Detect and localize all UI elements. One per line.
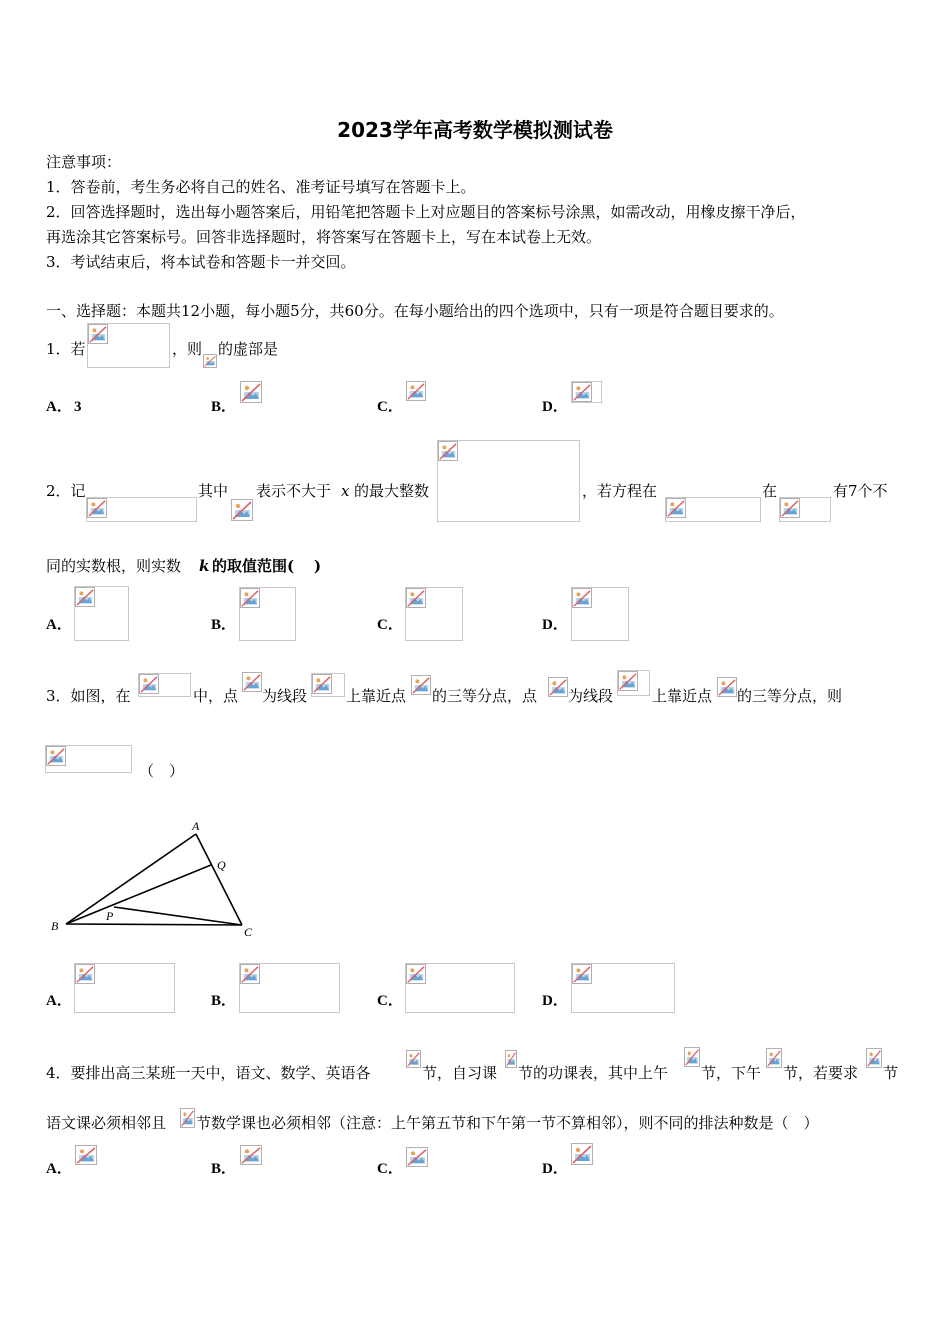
triangle-diagram [44,812,264,942]
formula-image [239,963,340,1013]
broken-image-icon [411,675,431,695]
option-d-label: D． [542,1161,568,1177]
option-b-label: B． [211,993,237,1009]
broken-image-icon [180,1108,195,1128]
q2-text: 同的实数根，则实数 [46,557,182,575]
q3-text: 为线段 [568,687,614,705]
formula-image [571,587,629,641]
option-a-label: A． [46,399,72,415]
q4-text: 节，下午 [701,1064,762,1082]
option-a-label: A． [46,993,72,1009]
broken-image-icon [717,677,737,697]
label-q: Q [217,858,226,872]
q2-var-k: k [199,557,210,575]
broken-image-icon [572,588,592,608]
broken-image-icon [75,964,95,984]
broken-image-icon [203,354,217,368]
formula-image [571,963,675,1013]
broken-image-icon [684,1047,700,1067]
q3-text: 上靠近点 [652,687,713,705]
formula-image [239,587,296,641]
q2-text: ，若方程在 [582,482,658,500]
broken-image-icon [866,1048,882,1068]
notice-item: 3．考试结束后，将本试卷和答题卡一并交回。 [46,253,356,271]
broken-image-icon [242,672,262,692]
option-a-label: A． [46,1161,72,1177]
broken-image-icon [766,1048,782,1068]
option-c-label: C． [377,993,403,1009]
label-b: B [51,919,59,933]
q3-text: 3．如图，在 [46,687,131,705]
broken-image-icon [240,588,260,608]
formula-image [779,497,831,522]
q4-text: 4．要排出高三某班一天中，语文、数学、英语各 [46,1064,371,1082]
option-a-value: 3 [74,399,82,415]
option-b-label: B． [211,399,237,415]
q3-answer-paren: （ ） [139,762,185,780]
broken-image-icon [240,381,262,403]
segment-pc [114,907,242,925]
formula-image [45,745,132,773]
q2-text: 其中 [198,482,229,500]
broken-image-icon [548,677,568,697]
broken-image-icon [88,324,108,344]
broken-image-icon [505,1050,517,1068]
page-title: 2023学年高考数学模拟测试卷 [337,118,613,142]
q3-text: 的三等分点，点 [432,687,538,705]
q3-text: 中，点 [193,687,239,705]
broken-image-icon [571,1143,593,1165]
broken-image-icon [231,499,253,521]
broken-image-icon [406,381,426,401]
formula-image [437,440,580,522]
broken-image-icon [438,441,458,461]
option-d-label: D． [542,617,568,633]
q4-text: 语文课必须相邻且 [46,1114,167,1132]
q4-text: 节的功课表，其中上午 [518,1064,669,1082]
broken-image-icon [87,498,107,518]
q2-var-x: x [341,482,350,500]
formula-image [311,673,345,697]
q3-text: 上靠近点 [346,687,407,705]
broken-image-icon [139,674,159,694]
q2-text: 有7个不 [833,482,888,500]
broken-image-icon [618,671,638,691]
formula-image [665,497,761,522]
notice-item: 1．答卷前，考生务必将自己的姓名、准考证号填写在答题卡上。 [46,178,476,196]
segment-bc [66,924,242,925]
q1-prefix: 1．若 [46,340,86,358]
q4-text: 节，自习课 [422,1064,498,1082]
broken-image-icon [780,498,800,518]
option-c-label: C． [377,399,403,415]
q2-text: 的取值范围( [212,557,295,575]
broken-image-icon [666,498,686,518]
formula-image [74,963,175,1013]
formula-image [138,673,191,697]
formula-image [87,323,170,368]
q4-text: 节 [883,1064,899,1082]
broken-image-icon [312,674,332,694]
broken-image-icon [406,588,426,608]
broken-image-icon [406,964,426,984]
label-p: P [106,909,114,923]
formula-image [405,587,463,641]
option-d-label: D． [542,399,568,415]
q4-text: 节数学课也必须相邻（注意：上午第五节和下午第一节不算相邻），则不同的排法种数是（ ） [196,1114,819,1132]
section-heading: 一、选择题：本题共12小题，每小题5分，共60分。在每小题给出的四个选项中，只有一项是符合题目要求的。 [46,302,784,320]
q2-text: 表示不大于 [256,482,332,500]
label-a: A [192,819,200,833]
q1-mid: ，则 [172,340,203,358]
q3-text: 的三等分点，则 [737,687,843,705]
broken-image-icon [406,1147,428,1167]
q1-suffix: 的虚部是 [218,340,279,358]
broken-image-icon [406,1050,421,1068]
q2-text: ) [314,557,322,575]
label-c: C [244,925,253,939]
option-b-label: B． [211,1161,237,1177]
broken-image-icon [75,587,95,607]
q2-text: 2．记 [46,482,86,500]
option-c-label: C． [377,1161,403,1177]
q2-text: 在 [762,482,778,500]
notice-heading: 注意事项： [46,153,122,171]
option-d-label: D． [542,993,568,1009]
broken-image-icon [240,964,260,984]
formula-image [405,963,515,1013]
segment-ac [196,834,242,925]
q2-text: 的最大整数 [354,482,430,500]
q4-text: 节，若要求 [783,1064,859,1082]
formula-image [74,586,129,641]
broken-image-icon [572,964,592,984]
broken-image-icon [46,746,66,766]
q3-text: 为线段 [262,687,308,705]
formula-image [86,497,197,522]
notice-item: 再选涂其它答案标号。回答非选择题时，将答案写在答题卡上，写在本试卷上无效。 [46,228,602,246]
formula-image [617,670,650,696]
formula-image [571,381,602,403]
notice-item: 2．回答选择题时，选出每小题答案后，用铅笔把答题卡上对应题目的答案标号涂黑，如需改动，用橡皮擦干净后， [46,203,806,221]
broken-image-icon [572,382,592,402]
option-a-label: A． [46,617,72,633]
broken-image-icon [75,1145,97,1165]
broken-image-icon [240,1145,262,1165]
option-c-label: C． [377,617,403,633]
option-b-label: B． [211,617,237,633]
